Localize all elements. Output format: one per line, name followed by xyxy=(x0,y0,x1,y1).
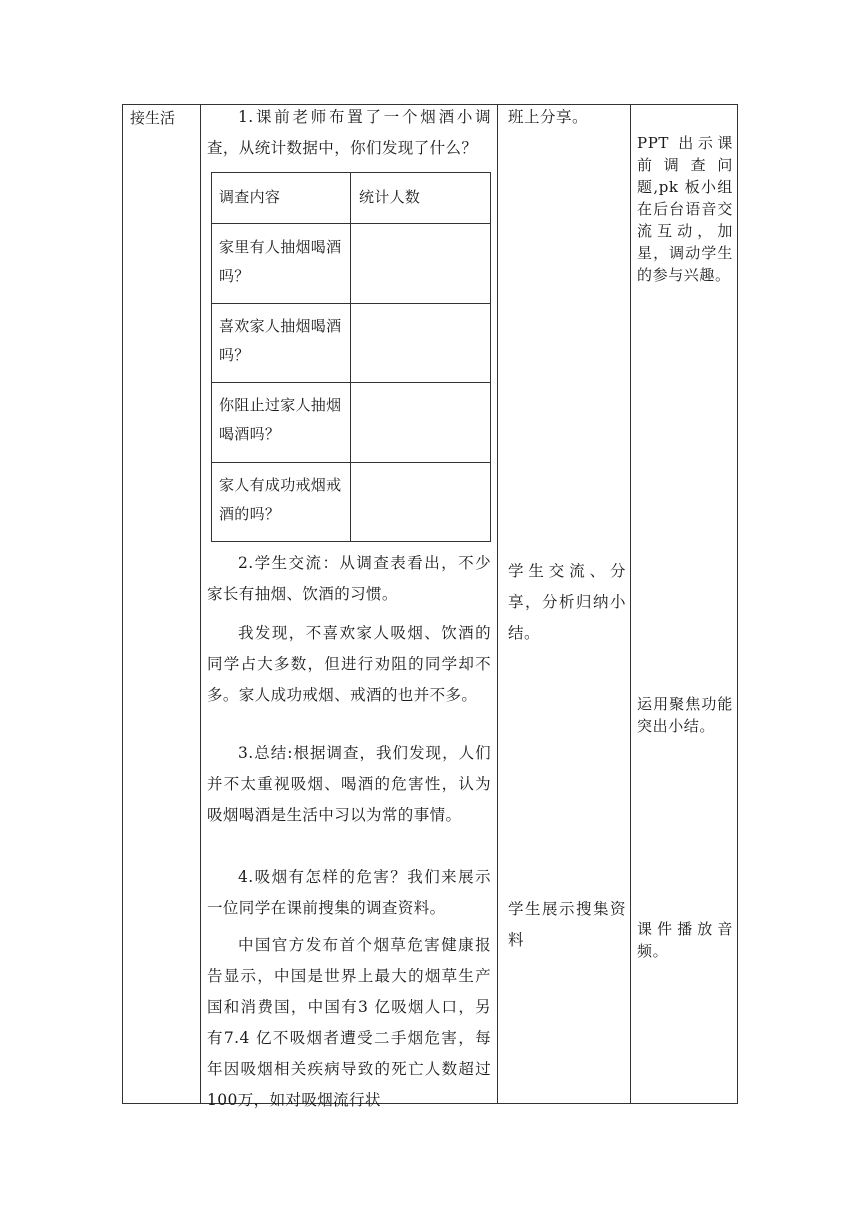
paragraph-finding: 我发现，不喜欢家人吸烟、饮酒的同学占大多数，但进行劝阻的同学却不多。家人成功戒烟、戒酒的也并不多。 xyxy=(207,624,491,704)
table-row-item: 家里有人抽烟喝酒吗？ xyxy=(219,238,342,285)
table-row-divider xyxy=(211,303,491,304)
stage-label: 接生活 xyxy=(130,109,176,127)
table-header-item: 调查内容 xyxy=(219,188,281,206)
table-row-divider xyxy=(211,382,491,383)
student-activity-exchange: 学生交流、分享，分析归纳小结。 xyxy=(508,562,626,642)
table-row-divider xyxy=(211,223,491,224)
paragraph-survey-intro: 1.课前老师布置了一个烟酒小调查，从统计数据中，你们发现了什么？ xyxy=(207,108,491,157)
column-divider xyxy=(630,104,631,1104)
paragraph-student-exchange: 2.学生交流：从调查表看出，不少家长有抽烟、饮酒的习惯。 xyxy=(207,554,491,603)
design-note-ppt: PPT 出示课前调查问题,pk 板小组在后台语音交流互动，加星，调动学生的参与兴趣。 xyxy=(637,134,733,284)
table-header-count: 统计人数 xyxy=(359,188,421,206)
table-column-divider xyxy=(350,172,351,542)
design-note-focus: 运用聚焦功能突出小结。 xyxy=(637,695,733,735)
paragraph-harm-question: 4.吸烟有怎样的危害？我们来展示一位同学在课前搜集的调查资料。 xyxy=(207,868,491,917)
table-row-item: 喜欢家人抽烟喝酒吗？ xyxy=(219,317,342,364)
table-row-item: 你阻止过家人抽烟喝酒吗？ xyxy=(219,396,342,443)
paragraph-smoking-report: 中国官方发布首个烟草危害健康报告显示，中国是世界上最大的烟草生产国和消费国，中国有3 亿吸烟人口，另有7.4 亿不吸烟者遭受二手烟危害，每年因吸烟相关疾病导致的死亡人数超过100万，如对吸烟流行状 xyxy=(207,936,491,1109)
column-divider xyxy=(200,104,201,1104)
table-row-divider xyxy=(211,462,491,463)
design-note-audio: 课件播放音频。 xyxy=(637,920,733,960)
column-divider xyxy=(497,104,498,1104)
paragraph-summary: 3.总结:根据调查，我们发现，人们并不太重视吸烟、喝酒的危害性，认为吸烟喝酒是生活中习以为常的事情。 xyxy=(207,744,491,824)
student-activity-share: 班上分享。 xyxy=(508,108,589,126)
student-activity-show-materials: 学生展示搜集资料 xyxy=(508,900,626,949)
table-row-item: 家人有成功戒烟戒酒的吗？ xyxy=(219,476,342,523)
